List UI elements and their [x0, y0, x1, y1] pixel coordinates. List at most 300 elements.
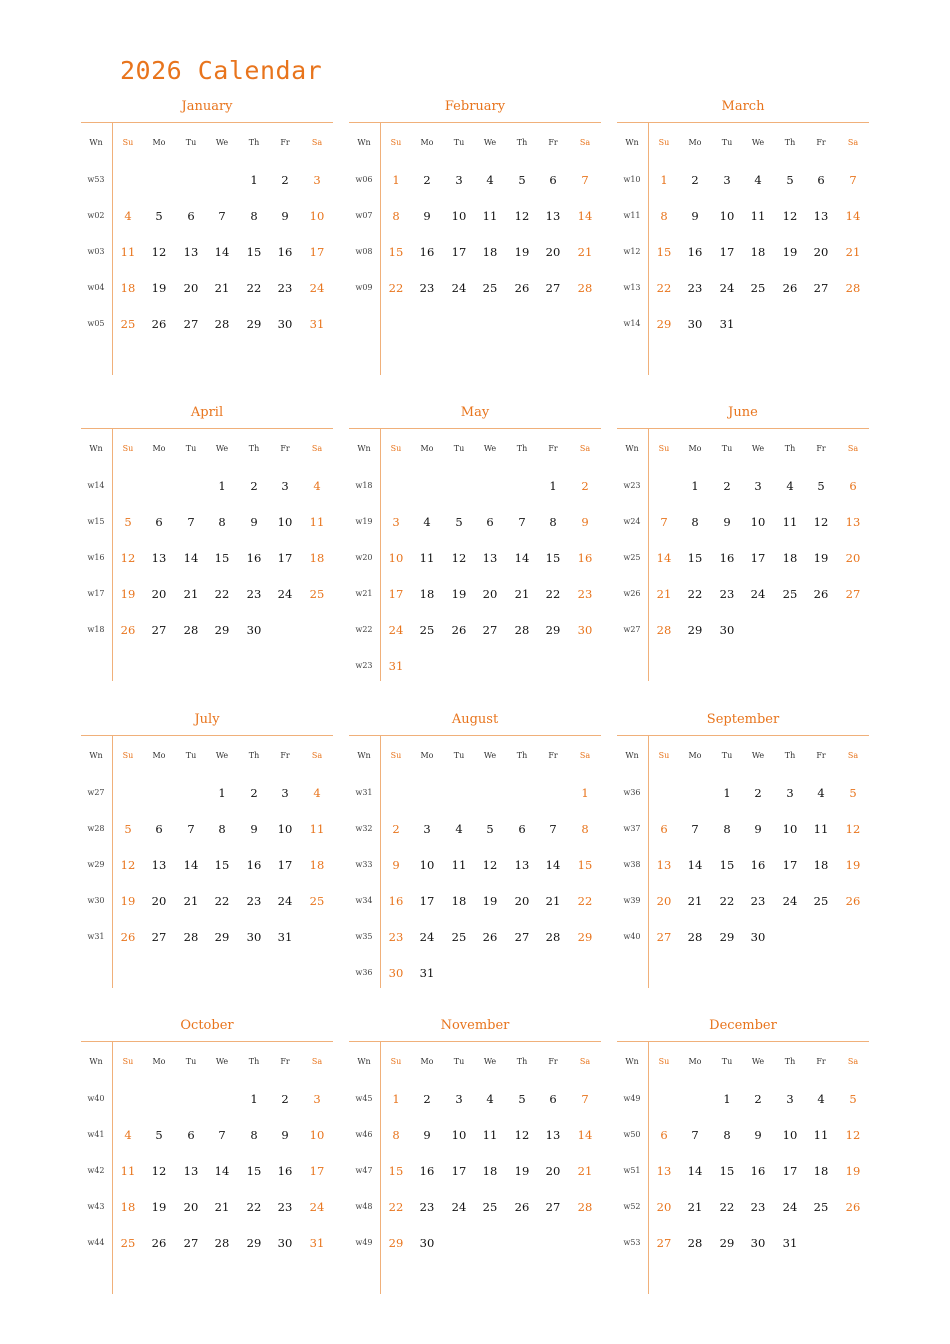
day-cell: 15 [545, 551, 561, 565]
day-cell: 20 [183, 1200, 199, 1214]
day-cell: 5 [518, 1092, 526, 1106]
day-cell: 10 [277, 515, 293, 529]
day-cell: 14 [214, 245, 230, 259]
day-cell: 31 [719, 317, 735, 331]
day-cell: 6 [187, 1128, 195, 1142]
day-cell: 20 [656, 894, 672, 908]
day-cell: 25 [120, 1236, 136, 1250]
week-number: w49 [355, 1238, 373, 1247]
day-cell: 23 [419, 1200, 435, 1214]
day-cell: 15 [656, 245, 672, 259]
month-name: September [706, 712, 780, 727]
month-name: June [728, 405, 758, 420]
day-cell: 5 [849, 786, 857, 800]
weekday-header: Mo [152, 138, 166, 147]
day-cell: 26 [845, 1200, 861, 1214]
day-cell: 27 [482, 623, 498, 637]
day-cell: 10 [782, 1128, 798, 1142]
day-cell: 13 [545, 209, 561, 223]
day-cell: 30 [246, 623, 262, 637]
day-cell: 20 [514, 894, 530, 908]
weekday-header: We [215, 138, 229, 147]
week-number: w31 [355, 788, 373, 797]
day-cell: 11 [309, 822, 325, 836]
week-number: w46 [355, 1130, 373, 1139]
day-cell: 15 [687, 551, 703, 565]
day-cell: 24 [782, 1200, 798, 1214]
week-number: w02 [87, 211, 105, 220]
day-cell: 26 [813, 587, 829, 601]
week-number: w51 [623, 1166, 641, 1175]
day-cell: 30 [388, 966, 404, 980]
day-cell: 20 [545, 245, 561, 259]
day-cell: 2 [723, 479, 731, 493]
day-cell: 29 [246, 317, 262, 331]
week-number: w50 [623, 1130, 641, 1139]
day-cell: 23 [577, 587, 593, 601]
week-number: w28 [87, 824, 105, 833]
weekday-header: Wn [89, 1057, 103, 1066]
weekday-header: Tu [721, 444, 733, 453]
weekday-header: Wn [625, 1057, 639, 1066]
day-cell: 9 [250, 515, 258, 529]
day-cell: 16 [419, 245, 435, 259]
day-cell: 16 [277, 1164, 293, 1178]
day-cell: 2 [754, 786, 762, 800]
day-cell: 23 [246, 894, 262, 908]
day-cell: 24 [309, 1200, 325, 1214]
day-cell: 1 [218, 786, 226, 800]
weekday-header: We [215, 1057, 229, 1066]
week-number: w32 [355, 824, 373, 833]
day-cell: 27 [813, 281, 829, 295]
day-cell: 21 [214, 1200, 230, 1214]
day-cell: 31 [782, 1236, 798, 1250]
day-cell: 30 [719, 623, 735, 637]
day-cell: 24 [451, 281, 467, 295]
day-cell: 15 [719, 858, 735, 872]
day-cell: 9 [723, 515, 731, 529]
day-cell: 17 [782, 858, 798, 872]
day-cell: 1 [250, 1092, 258, 1106]
day-cell: 21 [577, 245, 593, 259]
day-cell: 5 [486, 822, 494, 836]
day-cell: 5 [155, 1128, 163, 1142]
day-cell: 16 [277, 245, 293, 259]
week-number: w45 [355, 1094, 373, 1103]
day-cell: 12 [451, 551, 467, 565]
month-block [617, 712, 869, 1002]
weekday-header: Wn [89, 751, 103, 760]
day-cell: 1 [250, 173, 258, 187]
day-cell: 28 [183, 623, 199, 637]
day-cell: 14 [656, 551, 672, 565]
day-cell: 8 [581, 822, 589, 836]
month-name: April [190, 405, 224, 420]
week-number: w17 [87, 589, 105, 598]
week-number: w15 [87, 517, 105, 526]
day-cell: 4 [313, 786, 321, 800]
day-cell: 3 [392, 515, 400, 529]
day-cell: 24 [451, 1200, 467, 1214]
week-number: w34 [355, 896, 373, 905]
day-cell: 29 [545, 623, 561, 637]
day-cell: 14 [183, 551, 199, 565]
day-cell: 6 [817, 173, 825, 187]
day-cell: 8 [392, 1128, 400, 1142]
day-cell: 2 [423, 173, 431, 187]
day-cell: 3 [723, 173, 731, 187]
day-cell: 17 [388, 587, 404, 601]
week-number: w47 [355, 1166, 373, 1175]
month-name: January [181, 99, 233, 114]
day-cell: 15 [246, 1164, 262, 1178]
month-name: March [721, 99, 765, 114]
day-cell: 21 [577, 1164, 593, 1178]
day-cell: 27 [545, 281, 561, 295]
month-divider [349, 428, 601, 429]
day-cell: 3 [281, 479, 289, 493]
day-cell: 20 [656, 1200, 672, 1214]
day-cell: 9 [281, 209, 289, 223]
day-cell: 28 [687, 1236, 703, 1250]
weekday-header: Sa [847, 751, 859, 760]
weekday-header: We [751, 444, 765, 453]
day-cell: 19 [845, 858, 861, 872]
weekday-header: Fr [548, 444, 558, 453]
day-cell: 28 [514, 623, 530, 637]
day-cell: 28 [577, 281, 593, 295]
day-cell: 17 [419, 894, 435, 908]
day-cell: 30 [246, 930, 262, 944]
day-cell: 21 [545, 894, 561, 908]
day-cell: 10 [388, 551, 404, 565]
month-block [349, 1018, 601, 1308]
week-number: w04 [87, 283, 105, 292]
day-cell: 1 [549, 479, 557, 493]
day-cell: 9 [581, 515, 589, 529]
day-cell: 10 [277, 822, 293, 836]
day-cell: 29 [214, 930, 230, 944]
month-block [617, 99, 869, 389]
day-cell: 23 [277, 1200, 293, 1214]
day-cell: 23 [750, 1200, 766, 1214]
day-cell: 12 [120, 858, 136, 872]
weekday-header: Fr [280, 751, 290, 760]
month-divider [349, 122, 601, 123]
weekday-header: Tu [721, 1057, 733, 1066]
day-cell: 19 [120, 587, 136, 601]
day-cell: 29 [719, 1236, 735, 1250]
month-divider [617, 1041, 869, 1042]
month-divider [349, 735, 601, 736]
day-cell: 2 [281, 173, 289, 187]
day-cell: 19 [151, 281, 167, 295]
day-cell: 17 [277, 551, 293, 565]
day-cell: 4 [124, 1128, 132, 1142]
day-cell: 4 [423, 515, 431, 529]
day-cell: 14 [687, 1164, 703, 1178]
weekday-header: We [215, 444, 229, 453]
day-cell: 20 [845, 551, 861, 565]
day-cell: 12 [151, 245, 167, 259]
day-cell: 11 [482, 209, 498, 223]
day-cell: 1 [660, 173, 668, 187]
day-cell: 12 [514, 1128, 530, 1142]
day-cell: 19 [514, 1164, 530, 1178]
day-cell: 22 [577, 894, 593, 908]
day-cell: 1 [581, 786, 589, 800]
day-cell: 15 [214, 858, 230, 872]
weekday-header: Th [516, 444, 528, 453]
day-cell: 20 [183, 281, 199, 295]
day-cell: 25 [813, 894, 829, 908]
day-cell: 10 [419, 858, 435, 872]
day-cell: 16 [719, 551, 735, 565]
day-cell: 1 [218, 479, 226, 493]
day-cell: 2 [250, 786, 258, 800]
day-cell: 5 [786, 173, 794, 187]
week-number: w27 [623, 625, 641, 634]
weekday-header: We [483, 751, 497, 760]
week-number: w31 [87, 932, 105, 941]
day-cell: 17 [277, 858, 293, 872]
day-cell: 3 [423, 822, 431, 836]
week-number: w43 [87, 1202, 105, 1211]
day-cell: 28 [214, 317, 230, 331]
weekday-header: Th [784, 1057, 796, 1066]
day-cell: 21 [687, 894, 703, 908]
day-cell: 3 [455, 1092, 463, 1106]
day-cell: 16 [577, 551, 593, 565]
day-cell: 4 [455, 822, 463, 836]
day-cell: 6 [155, 515, 163, 529]
day-cell: 16 [246, 858, 262, 872]
day-cell: 9 [250, 822, 258, 836]
day-cell: 19 [782, 245, 798, 259]
day-cell: 22 [687, 587, 703, 601]
day-cell: 11 [750, 209, 766, 223]
day-cell: 17 [309, 245, 325, 259]
day-cell: 8 [691, 515, 699, 529]
weekday-header: Wn [625, 751, 639, 760]
day-cell: 26 [514, 1200, 530, 1214]
day-cell: 30 [419, 1236, 435, 1250]
day-cell: 27 [151, 930, 167, 944]
weekday-header: Su [390, 1057, 402, 1066]
week-number: w30 [87, 896, 105, 905]
weekday-header: Sa [579, 1057, 591, 1066]
day-cell: 10 [309, 1128, 325, 1142]
day-cell: 14 [214, 1164, 230, 1178]
day-cell: 30 [277, 1236, 293, 1250]
day-cell: 5 [124, 515, 132, 529]
day-cell: 10 [451, 209, 467, 223]
day-cell: 21 [214, 281, 230, 295]
week-number: w48 [355, 1202, 373, 1211]
weekday-header: Su [122, 1057, 134, 1066]
month-name: February [444, 99, 506, 114]
day-cell: 3 [313, 173, 321, 187]
day-cell: 13 [183, 245, 199, 259]
day-cell: 14 [687, 858, 703, 872]
weekday-header: Tu [453, 138, 465, 147]
weekday-header: Mo [420, 1057, 434, 1066]
day-cell: 4 [486, 1092, 494, 1106]
day-cell: 2 [250, 479, 258, 493]
weekday-header: We [751, 751, 765, 760]
day-cell: 18 [482, 1164, 498, 1178]
day-cell: 28 [845, 281, 861, 295]
day-cell: 20 [813, 245, 829, 259]
day-cell: 26 [151, 1236, 167, 1250]
month-block [349, 99, 601, 389]
day-cell: 13 [813, 209, 829, 223]
weekday-header: Mo [420, 138, 434, 147]
day-cell: 12 [514, 209, 530, 223]
day-cell: 6 [486, 515, 494, 529]
day-cell: 5 [155, 209, 163, 223]
weekday-header: Wn [89, 138, 103, 147]
day-cell: 20 [151, 894, 167, 908]
day-cell: 14 [577, 209, 593, 223]
weekday-header: Th [784, 138, 796, 147]
day-cell: 24 [750, 587, 766, 601]
day-cell: 30 [750, 1236, 766, 1250]
weekday-header: Wn [357, 138, 371, 147]
day-cell: 19 [120, 894, 136, 908]
week-number: w23 [355, 661, 373, 670]
weekday-header: Th [516, 1057, 528, 1066]
weekday-header: Mo [420, 444, 434, 453]
day-cell: 6 [849, 479, 857, 493]
day-cell: 30 [750, 930, 766, 944]
day-cell: 9 [281, 1128, 289, 1142]
day-cell: 17 [750, 551, 766, 565]
weekday-header: Tu [185, 444, 197, 453]
day-cell: 13 [482, 551, 498, 565]
day-cell: 11 [482, 1128, 498, 1142]
day-cell: 17 [451, 245, 467, 259]
week-number: w42 [87, 1166, 105, 1175]
week-number: w24 [623, 517, 641, 526]
day-cell: 8 [218, 515, 226, 529]
weekday-header: Sa [847, 138, 859, 147]
weekday-header: Th [784, 751, 796, 760]
day-cell: 16 [750, 858, 766, 872]
day-cell: 25 [309, 894, 325, 908]
day-cell: 19 [151, 1200, 167, 1214]
day-cell: 12 [845, 1128, 861, 1142]
day-cell: 9 [691, 209, 699, 223]
day-cell: 1 [723, 1092, 731, 1106]
day-cell: 28 [656, 623, 672, 637]
day-cell: 7 [849, 173, 857, 187]
weekday-header: We [751, 138, 765, 147]
day-cell: 9 [423, 1128, 431, 1142]
day-cell: 10 [309, 209, 325, 223]
month-divider [349, 1041, 601, 1042]
month-block [81, 712, 333, 1002]
week-number: w06 [355, 175, 373, 184]
week-number: w09 [355, 283, 373, 292]
day-cell: 20 [482, 587, 498, 601]
weekday-header: Wn [625, 138, 639, 147]
day-cell: 5 [455, 515, 463, 529]
day-cell: 21 [845, 245, 861, 259]
day-cell: 21 [183, 894, 199, 908]
weekday-header: Su [658, 1057, 670, 1066]
day-cell: 12 [120, 551, 136, 565]
weekday-header: Su [658, 751, 670, 760]
month-block [349, 405, 601, 695]
day-cell: 20 [545, 1164, 561, 1178]
day-cell: 18 [309, 858, 325, 872]
day-cell: 23 [419, 281, 435, 295]
day-cell: 1 [392, 1092, 400, 1106]
day-cell: 23 [246, 587, 262, 601]
week-number: w07 [355, 211, 373, 220]
weekday-header: Fr [816, 1057, 826, 1066]
weekday-header: We [483, 1057, 497, 1066]
weekday-header: Su [658, 444, 670, 453]
month-name: October [180, 1018, 234, 1033]
day-cell: 8 [549, 515, 557, 529]
day-cell: 10 [750, 515, 766, 529]
weekday-header: Sa [579, 138, 591, 147]
weekday-header: Th [784, 444, 796, 453]
day-cell: 24 [388, 623, 404, 637]
day-cell: 21 [183, 587, 199, 601]
day-cell: 9 [754, 1128, 762, 1142]
day-cell: 19 [451, 587, 467, 601]
day-cell: 6 [660, 1128, 668, 1142]
day-cell: 11 [782, 515, 798, 529]
day-cell: 22 [214, 894, 230, 908]
month-divider [81, 428, 333, 429]
day-cell: 26 [451, 623, 467, 637]
day-cell: 27 [151, 623, 167, 637]
day-cell: 24 [719, 281, 735, 295]
month-block [617, 1018, 869, 1308]
weekday-header: Sa [579, 444, 591, 453]
weekday-header: Tu [453, 751, 465, 760]
day-cell: 15 [388, 245, 404, 259]
day-cell: 7 [218, 1128, 226, 1142]
day-cell: 31 [388, 659, 404, 673]
month-name: November [440, 1018, 510, 1033]
day-cell: 10 [451, 1128, 467, 1142]
weekday-header: Th [248, 1057, 260, 1066]
weekday-header: Su [658, 138, 670, 147]
day-cell: 6 [549, 173, 557, 187]
week-number: w52 [623, 1202, 641, 1211]
day-cell: 25 [451, 930, 467, 944]
weekday-header: Tu [721, 138, 733, 147]
week-number: w12 [623, 247, 641, 256]
day-cell: 28 [687, 930, 703, 944]
day-cell: 11 [120, 245, 136, 259]
day-cell: 7 [187, 515, 195, 529]
weekday-header: Mo [688, 138, 702, 147]
month-divider [617, 122, 869, 123]
week-number: w14 [87, 481, 105, 490]
day-cell: 24 [782, 894, 798, 908]
weekday-header: Su [122, 138, 134, 147]
day-cell: 3 [455, 173, 463, 187]
day-cell: 18 [813, 1164, 829, 1178]
weekday-header: Tu [721, 751, 733, 760]
